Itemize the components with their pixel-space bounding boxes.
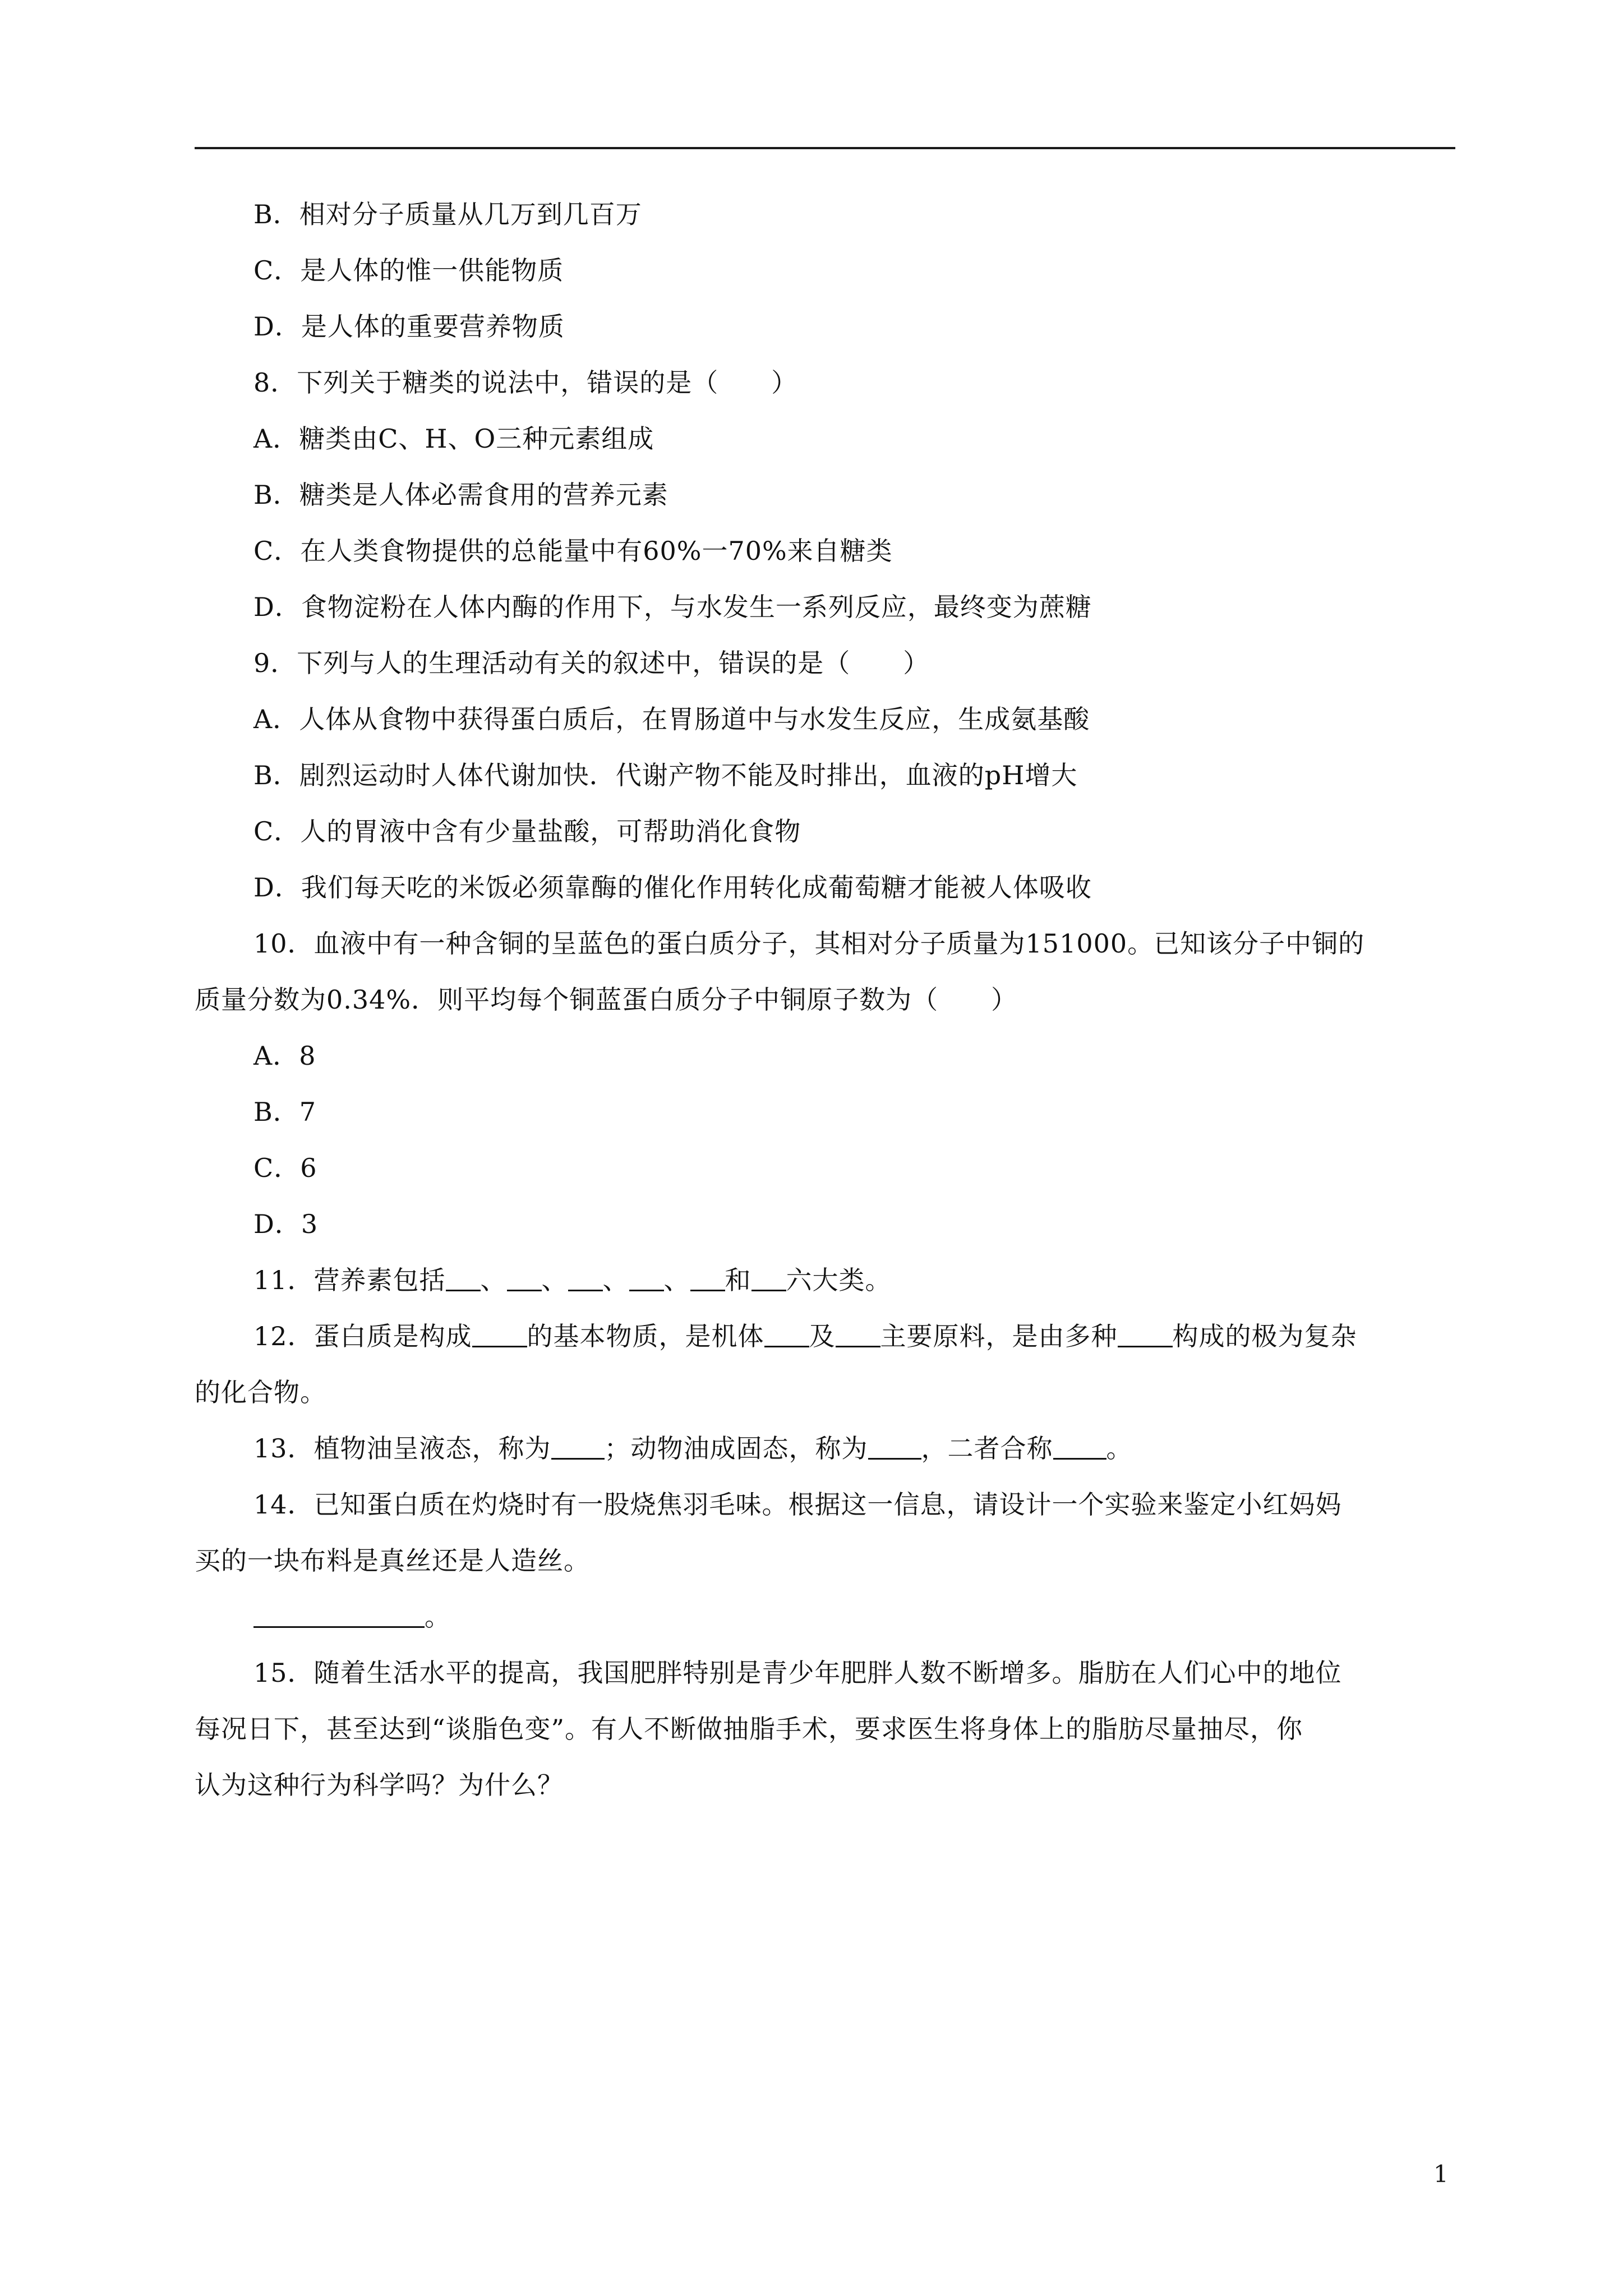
- option-8a: A．糖类由C、H、O三种元素组成: [253, 424, 654, 454]
- fill-blank[interactable]: [629, 1267, 664, 1291]
- option-7d: D．是人体的重要营养物质: [253, 311, 565, 342]
- question-10-line-1: 10．血液中有一种含铜的呈蓝色的蛋白质分子，其相对分子质量为151000。已知该分子中铜的: [253, 928, 1365, 959]
- option-10a: A．8: [253, 1041, 316, 1071]
- fill-blank[interactable]: [568, 1267, 603, 1291]
- option-7b: B．相对分子质量从几万到几百万: [253, 199, 642, 229]
- fill-blank[interactable]: [1118, 1323, 1173, 1347]
- option-8c: C．在人类食物提供的总能量中有60%一70%来自糖类: [253, 536, 893, 566]
- option-9a: A．人体从食物中获得蛋白质后，在胃肠道中与水发生反应，生成氨基酸: [253, 704, 1090, 734]
- option-10d: D．3: [253, 1209, 319, 1239]
- option-10c: C．6: [253, 1153, 317, 1183]
- option-9b: B．剧烈运动时人体代谢加快．代谢产物不能及时排出，血液的pH增大: [253, 760, 1078, 790]
- fill-blank[interactable]: [1053, 1435, 1106, 1460]
- option-7c: C．是人体的惟一供能物质: [253, 255, 564, 286]
- fill-blank[interactable]: [690, 1267, 725, 1291]
- fill-blank[interactable]: [507, 1267, 542, 1291]
- question-15-line-2: 每况日下，甚至达到“谈脂色变”。有人不断做抽脂手术，要求医生将身体上的脂肪尽量抽尽，你: [195, 1714, 1303, 1744]
- question-12-line-1: 12．蛋白质是构成 的基本物质，是机体 及 主要原料，是由多种 构成的极为复杂: [253, 1321, 1357, 1351]
- question-11: 11．营养素包括 、 、 、 、 和 六大类。: [253, 1265, 892, 1295]
- question-14-answer: 。: [253, 1600, 451, 1634]
- question-13: 13．植物油呈液态，称为 ；动物油成固态，称为 ，二者合称 。: [253, 1433, 1133, 1464]
- question-10-line-2: 质量分数为0.34%．则平均每个铜蓝蛋白质分子中铜原子数为（ ）: [195, 984, 1018, 1015]
- question-8: 8．下列关于糖类的说法中，错误的是（ ）: [253, 367, 798, 398]
- option-8b: B．糖类是人体必需食用的营养元素: [253, 480, 668, 510]
- option-8d: D．食物淀粉在人体内酶的作用下，与水发生一系列反应，最终变为蔗糖: [253, 592, 1092, 622]
- page-number: 1: [1433, 2160, 1449, 2188]
- header-rule: [195, 147, 1455, 149]
- fill-blank[interactable]: [551, 1435, 605, 1460]
- question-15-line-1: 15．随着生活水平的提高，我国肥胖特别是青少年肥胖人数不断增多。脂肪在人们心中的地位: [253, 1658, 1342, 1688]
- question-9: 9．下列与人的生理活动有关的叙述中，错误的是（ ）: [253, 648, 930, 678]
- fill-blank[interactable]: [446, 1267, 481, 1291]
- answer-blank[interactable]: [253, 1604, 425, 1628]
- question-15-line-3: 认为这种行为科学吗？为什么？: [195, 1770, 564, 1800]
- question-14-line-1: 14．已知蛋白质在灼烧时有一股烧焦羽毛味。根据这一信息，请设计一个实验来鉴定小红妈妈: [253, 1489, 1342, 1520]
- question-14-line-2: 买的一块布料是真丝还是人造丝。: [195, 1545, 590, 1576]
- fill-blank[interactable]: [836, 1323, 880, 1347]
- option-9d: D．我们每天吃的米饭必须靠酶的催化作用转化成葡萄糖才能被人体吸收: [253, 872, 1092, 903]
- fill-blank[interactable]: [472, 1323, 527, 1347]
- fill-blank[interactable]: [868, 1435, 921, 1460]
- fill-blank[interactable]: [751, 1267, 786, 1291]
- option-9c: C．人的胃液中含有少量盐酸，可帮助消化食物: [253, 816, 801, 846]
- question-12-line-2: 的化合物。: [195, 1377, 326, 1407]
- option-10b: B．7: [253, 1097, 317, 1127]
- fill-blank[interactable]: [764, 1323, 809, 1347]
